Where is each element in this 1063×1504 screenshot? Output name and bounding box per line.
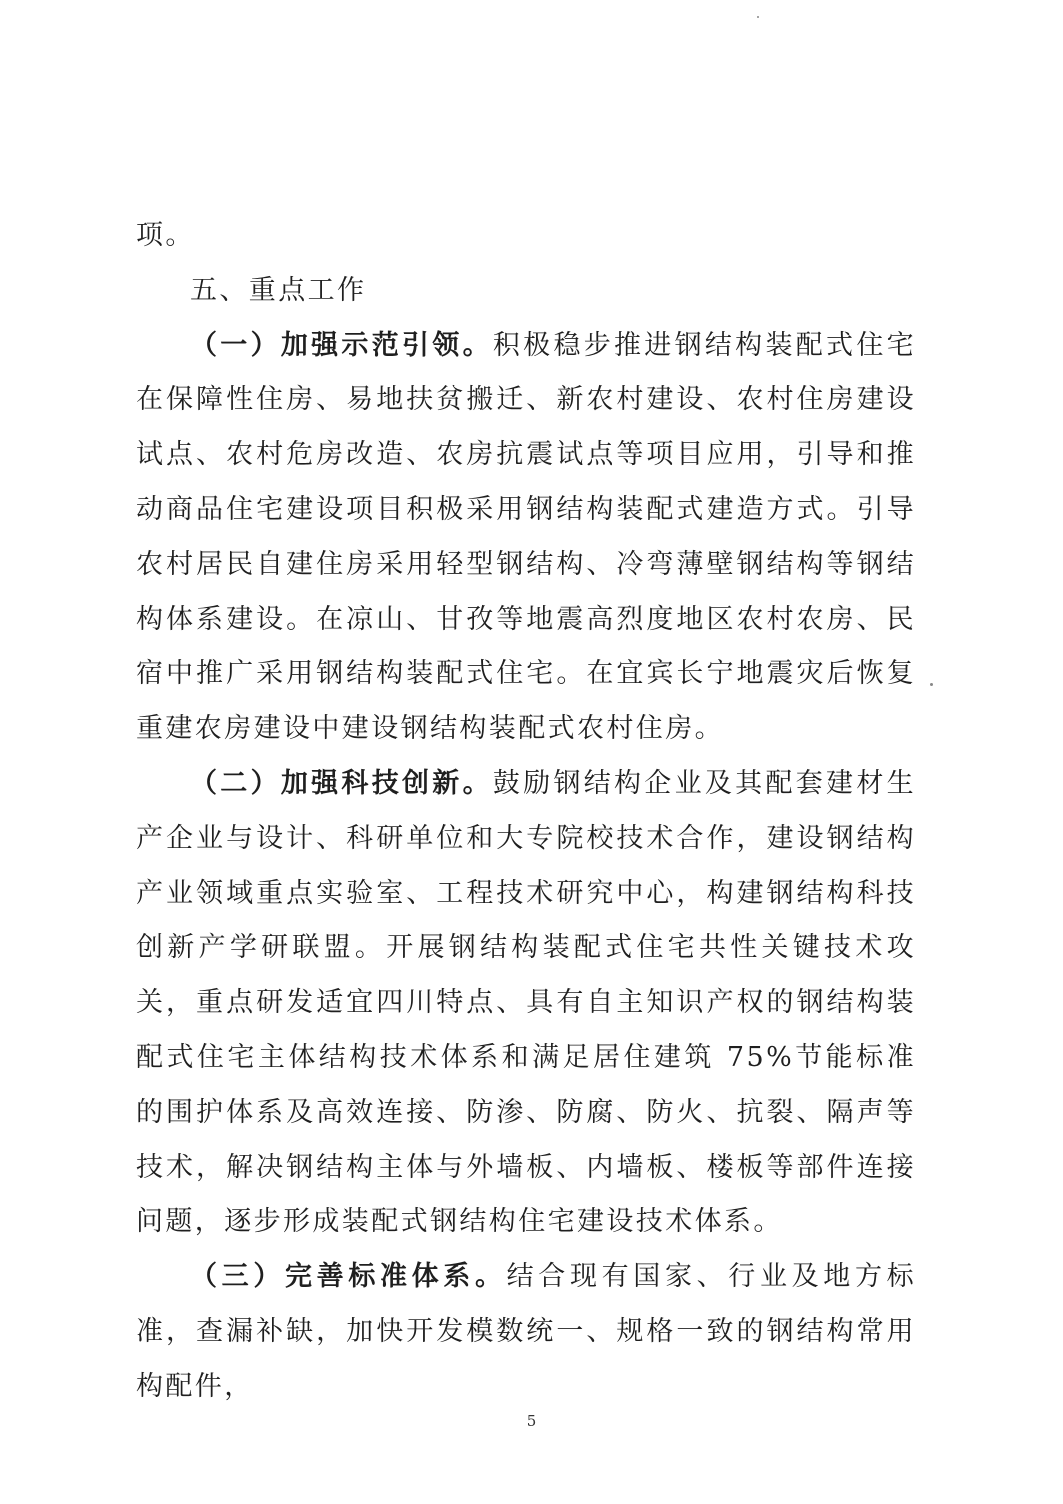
paragraph-3-lead: （三）完善标准体系。	[190, 1261, 507, 1293]
paragraph-3	[136, 1250, 916, 1414]
paragraph-2-body: 鼓励钢结构企业及其配套建材生产企业与设计、科研单位和大专院校技术合作，建设钢结构产业领域重点实验室、工程技术研究中心，构建钢结构科技创新产学研联盟。开展钢结构装配式住宅共性关键技术攻关，重点研发适宜四川特点、具有自主知识产权的钢结构装配式住宅主体结构技术体系和满足居住建筑 75%节能标准的围护体系及高效连接、防渗、防腐、防火、抗裂、隔声等技术，解决钢结构主体与外墙板、内墙板、楼板等部件连接问题，逐步形成装配式钢结构住宅建设技术体系。	[136, 767, 916, 1238]
page-number: 5	[526, 1412, 537, 1430]
paragraph-1-body: 积极稳步推进钢结构装配式住宅在保障性住房、易地扶贫搬迁、新农村建设、农村住房建设试点、农村危房改造、农房抗震试点等项目应用，引导和推动商品住宅建设项目积极采用钢结构装配式建造方式。引导农村居民自建住房采用轻型钢结构、冷弯薄壁钢结构等钢结构体系建设。在凉山、甘孜等地震高烈度地区农村农房、民宿中推广采用钢结构装配式住宅。在宜宾长宁地震灾后恢复重建农房建设中建设钢结构装配式农村住房。	[136, 329, 916, 745]
scan-speck	[930, 683, 933, 686]
paragraph-1	[136, 319, 916, 757]
paragraph-2-lead: （二）加强科技创新。	[190, 767, 493, 799]
continuation-text: 项。	[136, 220, 195, 251]
page-body	[136, 209, 916, 1415]
paragraph-3-body: 结合现有国家、行业及地方标准，查漏补缺，加快开发模数统一、规格一致的钢结构常用构配件，	[136, 1261, 917, 1402]
section-heading: 五、重点工作	[190, 274, 367, 306]
paragraph-2	[136, 757, 916, 1250]
scan-speck	[757, 16, 759, 18]
paragraph-1-lead: （一）加强示范引领。	[190, 329, 493, 361]
